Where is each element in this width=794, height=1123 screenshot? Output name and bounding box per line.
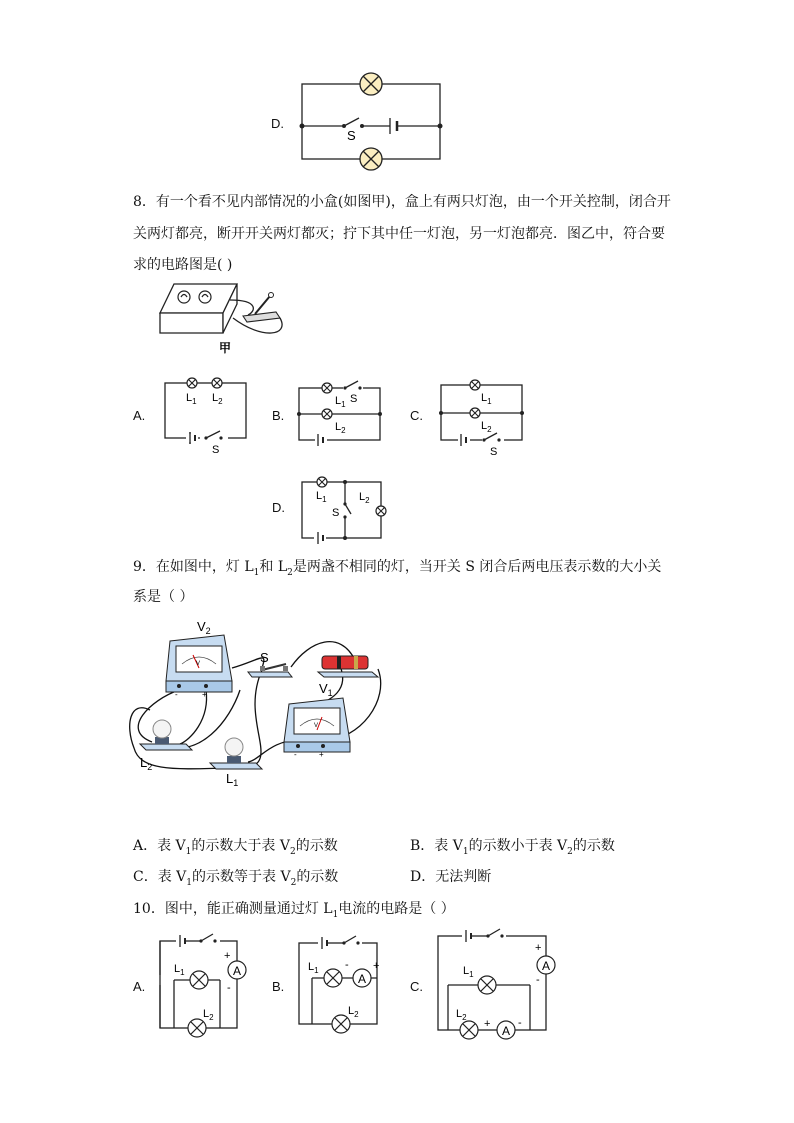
q8-option-b-letter: B.: [272, 408, 285, 423]
q8-d-l1: $L_1$: [316, 490, 327, 504]
svg-text:-: -: [536, 974, 540, 986]
q8-text-line1: 8．有一个看不见内部情况的小盒(如图甲)，盒上有两只灯泡，由一个开关控制，闭合开: [133, 194, 671, 210]
q8-d-l2: $L_2$: [359, 491, 370, 505]
svg-text:-: -: [518, 1017, 522, 1029]
q8-option-a-letter: A.: [133, 408, 146, 423]
q9-option-c: C．表 $V_1$的示数等于表 $V_2$的示数: [133, 869, 339, 888]
svg-text:-: -: [227, 982, 231, 994]
svg-text:-: -: [294, 750, 297, 759]
q8-b-s: S: [350, 393, 358, 405]
q9-text-line1: 9．在如图中，灯 $L_1$和 $L_2$是两盏不相同的灯，当开关 S 闭合后两电压表示数的大小关: [133, 559, 662, 578]
svg-text:L2: $L_2$: [203, 1008, 214, 1022]
ammeter-icon: [497, 1021, 515, 1039]
svg-text:L2: $L_2$: [348, 1005, 359, 1019]
ammeter-icon: [228, 961, 246, 979]
svg-text:L2: $L_2$: [456, 1008, 467, 1022]
q10-option-a-letter: A.: [133, 979, 146, 994]
q10-circuit-a: [156, 934, 246, 1037]
q8-text-line3: 求的电路图是( ): [133, 257, 233, 273]
svg-text:V: V: [196, 661, 201, 667]
q8-d-s: S: [332, 507, 340, 519]
q8-a-l2: $L_2$: [212, 392, 223, 406]
q10-circuit-b: [299, 936, 379, 1033]
svg-text:A: A: [542, 959, 551, 973]
svg-text:+: +: [373, 960, 380, 972]
svg-text:A: A: [233, 964, 242, 978]
q8-option-c-letter: C.: [410, 408, 423, 423]
svg-text:A: A: [502, 1024, 511, 1038]
q8-text-line2: 关两灯都亮，断开开关两灯都灭；拧下其中任一灯泡，另一灯泡都亮．图乙中，符合要: [133, 226, 665, 242]
svg-text:-: -: [345, 959, 349, 971]
q8-figure-caption: 甲: [219, 341, 232, 355]
q9-option-d: D．无法判断: [410, 869, 492, 885]
ammeter-icon: [537, 956, 555, 974]
svg-text:+: +: [224, 950, 231, 962]
q10-circuit-c: [438, 929, 555, 1039]
q7-switch-label: S: [347, 128, 356, 143]
q9-label-v1: $V_1$: [319, 681, 333, 698]
q8-a-s: S: [212, 444, 220, 456]
q10-option-b-letter: B.: [272, 979, 285, 994]
q9-label-l1: $L_1$: [226, 771, 239, 788]
q9-label-s: S: [260, 650, 269, 665]
q9-option-b: B．表 $V_1$的示数小于表 $V_2$的示数: [410, 838, 615, 857]
svg-text:L1: $L_1$: [174, 963, 185, 977]
svg-text:L1: $L_1$: [308, 961, 319, 975]
svg-text:+: +: [535, 942, 542, 954]
ammeter-icon: [353, 969, 371, 987]
q8-c-l2: $L_2$: [481, 420, 492, 434]
q8-b-l1: $L_1$: [335, 395, 346, 409]
q9-text-line2: 系是（ ）: [133, 589, 194, 605]
q8-b-l2: $L_2$: [335, 421, 346, 435]
q8-option-d-letter: D.: [272, 500, 285, 515]
q8-a-l1: $L_1$: [186, 392, 197, 406]
q9-option-a: A．表 $V_1$的示数大于表 $V_2$的示数: [133, 838, 338, 857]
svg-text:+: +: [484, 1018, 491, 1030]
svg-text:L1: $L_1$: [463, 965, 474, 979]
q9-label-v2: $V_2$: [197, 619, 211, 636]
q9-label-l2: $L_2$: [140, 755, 153, 772]
q7-option-d-letter: D.: [271, 116, 284, 131]
svg-text:+: +: [202, 690, 207, 699]
q10-text: 10．图中，能正确测量通过灯 $L_1$电流的电路是（ ）: [133, 901, 455, 920]
svg-text:V: V: [314, 723, 319, 729]
svg-text:+: +: [319, 750, 324, 759]
svg-text:A: A: [358, 972, 367, 986]
q10-option-c-letter: C.: [410, 979, 423, 994]
q8-c-l1: $L_1$: [481, 392, 492, 406]
q8-c-s: S: [490, 446, 498, 458]
svg-text:-: -: [175, 690, 178, 699]
